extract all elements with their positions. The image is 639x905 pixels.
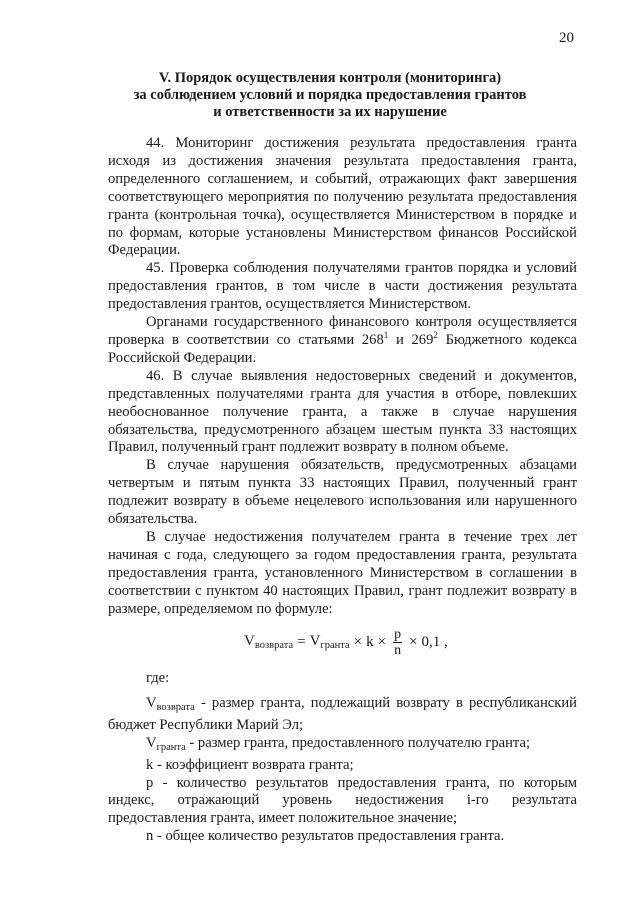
heading-line-3: и ответственности за их нарушение <box>213 104 447 120</box>
page-number: 20 <box>559 30 574 46</box>
formula-tail: , <box>440 633 448 650</box>
heading-line-2: за соблюдением условий и порядка предоставления грантов <box>133 87 527 103</box>
formula-fraction <box>393 627 402 658</box>
fraction-denominator: n <box>394 642 402 658</box>
definitions-block <box>108 670 577 846</box>
formula-equals: = <box>297 633 306 650</box>
formula-k: k <box>366 633 374 650</box>
formula-times-2: × <box>377 633 387 650</box>
where-label: где: <box>146 670 170 686</box>
return-formula <box>244 624 448 660</box>
formula-v-grant <box>310 633 350 651</box>
formula-v-symbol: V <box>244 633 255 649</box>
def-sub-grant: гранта <box>156 741 186 753</box>
heading-line-1: V. Порядок осуществления контроля (мониторинга) <box>158 70 502 86</box>
def-sub-return: возврата <box>156 701 195 713</box>
def-v-return-text: - размер гранта, подлежащий возврату в республиканский бюджет Республики Марий Эл; <box>108 694 577 733</box>
section-heading <box>90 70 570 121</box>
formula-sub-grant: гранта <box>320 640 350 651</box>
paragraph-46-non-achievement: В случае недостижения получателем гранта в течение трех лет начиная с года, следующего за годом предоставления гранта, результата предоставления гранта, установленного Министерством в соглашении в соответствии с пунктом 40 настоящих Правил, грант подлежит возврату в размере, определяемом по формуле: <box>108 528 577 617</box>
definition-v-grant <box>108 735 577 757</box>
formula-times-3: × <box>409 633 418 650</box>
definition-n: n - общее количество результатов предоставления гранта. <box>146 828 505 845</box>
def-v-grant-text: - размер гранта, предоставленного получателю гранта; <box>185 734 531 751</box>
paragraph-44: 44. Мониторинг достижения результата предоставления гранта исходя из достижения значения результата предоставления гранта, определенного соглашением, и событий, отражающих факт завершения соответствующего мероприятия по получению результата предоставления гранта (контрольная точка), осуществляется Министерством в порядке и по формам, которые установлены Министерством финансов Российской Федерации. <box>108 135 577 259</box>
superscript-2: 2 <box>433 329 438 340</box>
fraction-numerator: p <box>394 626 402 642</box>
formula-sub-return: возврата <box>254 640 294 651</box>
superscript-1: 1 <box>383 329 389 340</box>
def-v-symbol-2: V <box>146 734 157 751</box>
definition-p: p - количество результатов предоставления гранта, по которым индекс, отражающий уровень недостижения i-го результата предоставления гранта, имеет положительное значение; <box>108 774 577 827</box>
paragraph-45: 45. Проверка соблюдения получателями грантов порядка и условий предоставления грантов, в том числе в части достижения результата предоставления грантов, осуществляется Министерством. <box>108 260 577 313</box>
def-v-symbol: V <box>146 694 157 711</box>
paragraph-45-control <box>108 314 577 368</box>
formula-v-symbol-2: V <box>309 633 321 649</box>
definition-k: k - коэффициент возврата гранта; <box>146 756 354 773</box>
paragraph-45-control-end: Бюджетного кодекса Российской Федерации. <box>108 331 577 366</box>
paragraph-46: 46. В случае выявления недостоверных сведений и документов, представленных получателями гранта для участия в отборе, повлекших необоснованное получение гранта, а также в случае нарушения обязательства, предусмотренного абзацем шестым пункта 33 настоящих Правил, полученный грант подлежит возврату в полном объеме. <box>108 367 577 456</box>
paragraph-45-control-text: Органами государственного финансового контроля осуществляется проверка в соответствии со статьями 268 <box>108 314 577 348</box>
definition-v-return <box>108 695 577 735</box>
paragraph-46-violation: В случае нарушения обязательств, предусмотренных абзацами четвертым и пятым пункта 33 настоящих Правил, полученный грант подлежит возврату в объеме нецелевого использования или нарушенного обязательства. <box>108 457 577 528</box>
formula-times-1: × <box>353 633 363 650</box>
main-text-block <box>108 135 577 618</box>
formula-v-return <box>244 633 293 651</box>
formula-coefficient: 0,1 <box>421 633 441 650</box>
paragraph-45-control-mid: и 269 <box>388 331 434 348</box>
